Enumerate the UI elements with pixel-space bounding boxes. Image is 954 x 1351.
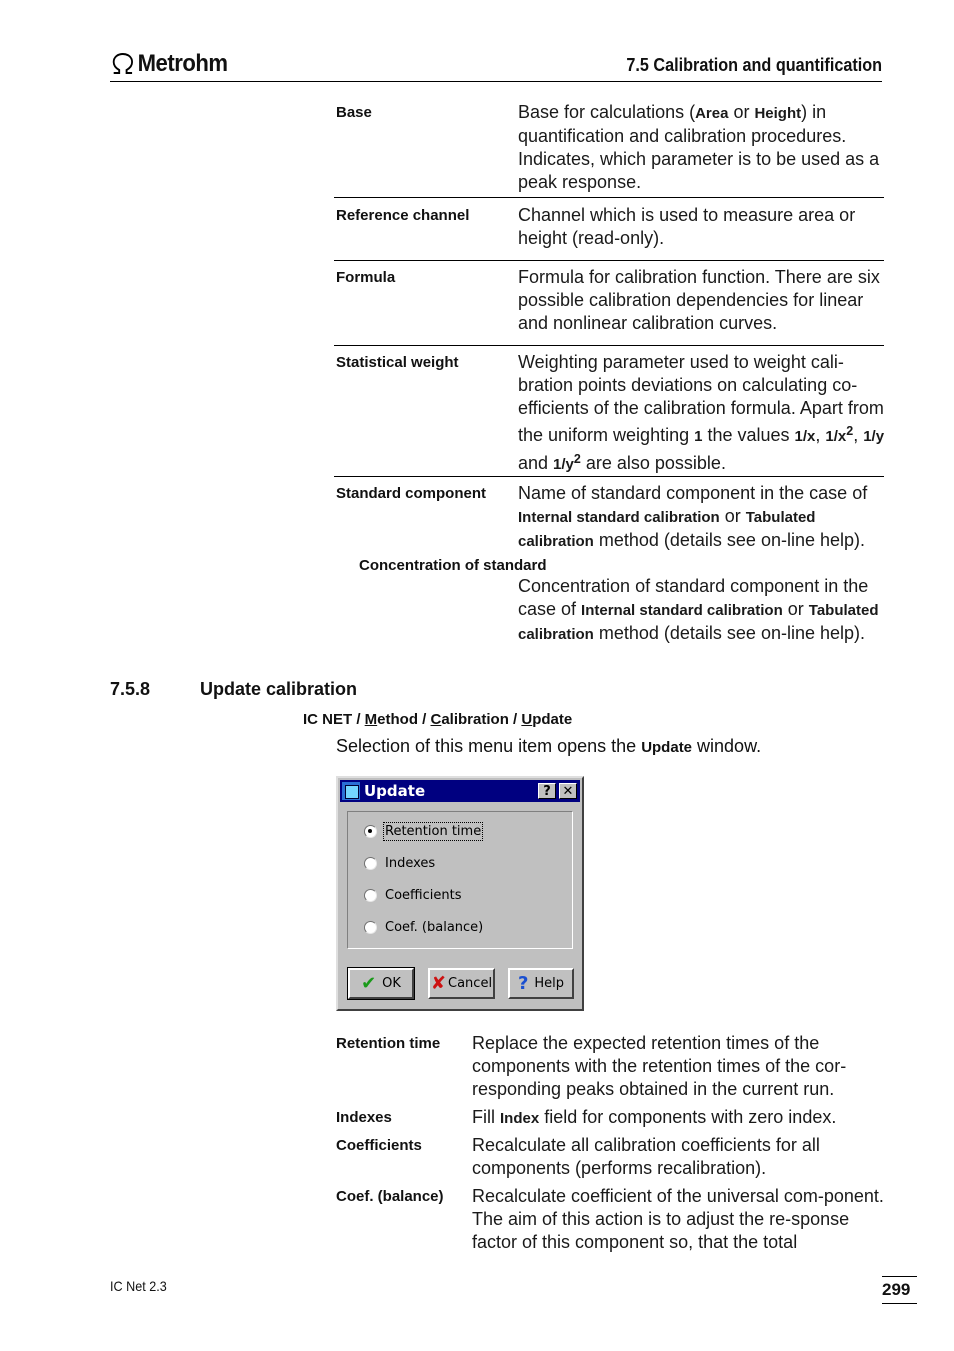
dialog-title: Update [364,782,426,800]
opt-term-indexes: Indexes [336,1109,392,1126]
page-number-rule [882,1276,917,1277]
radio-icon[interactable] [364,857,377,870]
close-icon[interactable]: ✕ [559,783,577,799]
radio-icon[interactable] [364,921,377,934]
radio-label: Coefficients [385,888,462,903]
logo-text: Metrohm [137,50,228,77]
radio-label: Retention time [385,824,482,839]
running-header: 7.5 Calibration and quantification [626,55,882,75]
opt-desc-retention-time: Replace the expected retention times of the components with the retention times of the cor-responding peaks obtained in the current run. [472,1033,847,1099]
ok-label: OK [382,976,401,991]
checkmark-icon: ✔ [361,973,377,994]
def-term-formula: Formula [336,269,396,286]
menu-path: IC NET / Method / Calibration / Update [303,711,573,728]
intro-text: Selection of this menu item opens the Update window. [336,736,762,756]
omega-logo-icon [110,52,136,76]
radio-label: Indexes [385,856,436,871]
ok-button[interactable] [348,968,414,999]
opt-term-coefficients: Coefficients [336,1137,422,1154]
def-desc-formula: Formula for calibration function. There are six possible calibration dependencies for linear and nonlinear calibration curves. [518,267,880,333]
table-rule [334,476,884,477]
cancel-label: Cancel [448,976,493,991]
opt-desc-coef-balance: Recalculate coefficient of the universal com-ponent. The aim of this action is to adjust the re-sponse factor of this component so, that the total [472,1186,884,1252]
def-desc-reference-channel: Channel which is used to measure area or height (read-only). [518,205,856,248]
def-desc-concentration-of-standard: Concentration of standard component in the case of Internal standard calibration or Tabulated calibration method (details see on-line help). [518,576,879,643]
opt-term-retention-time: Retention time [336,1035,441,1052]
app-icon [342,782,360,800]
help-button[interactable] [508,968,574,999]
options-group [347,811,573,949]
header-rule [110,81,882,82]
help-label: Help [534,976,565,991]
help-titlebar-button[interactable]: ? [538,783,556,799]
radio-label: Coef. (balance) [385,920,484,935]
section-title: Update calibration [200,679,358,699]
footer-product: IC Net 2.3 [110,1278,167,1294]
def-desc-statistical-weight: Weighting parameter used to weight cali-bration points deviations on calculating co-efficients of the calibration formula. Apart from the uniform weighting 1 the values 1/x, $1/x^2$, 1/y and $1/y^2$ are also possible. [518,352,885,473]
table-rule [334,260,884,261]
opt-desc-coefficients: Recalculate all calibration coefficients for all components (performs recalibration). [472,1135,820,1178]
page-number-rule [882,1303,917,1304]
table-rule [334,345,884,346]
def-desc-base: Base for calculations (Area or Height) in quantification and calibration procedures. Indicates, which parameter is to be used as a peak response. [518,102,880,192]
table-rule [334,197,884,198]
dialog-titlebar[interactable] [340,780,580,802]
def-term-standard-component: Standard component [336,485,487,502]
radio-coef-balance[interactable] [364,920,483,935]
radio-icon[interactable] [364,889,377,902]
section-number: 7.5.8 [110,679,151,699]
radio-retention-time[interactable] [364,824,481,839]
radio-coefficients[interactable] [364,888,461,903]
def-term-statistical-weight: Statistical weight [336,354,459,371]
def-term-base: Base [336,104,372,121]
radio-indexes[interactable] [364,856,435,871]
page-number: 299 [882,1280,911,1299]
def-desc-standard-component: Name of standard component in the case of Internal standard calibration or Tabulated calibration method (details see on-line help). [518,483,868,550]
cancel-button[interactable] [428,968,495,999]
question-mark-icon: ? [517,973,529,994]
radio-selected-icon[interactable] [364,825,377,838]
opt-desc-indexes: Fill Index field for components with zero index. [472,1107,837,1127]
metrohm-logo [110,50,228,78]
def-term-reference-channel: Reference channel [336,207,470,224]
red-x-icon: ✘ [430,973,447,994]
opt-term-coef-balance: Coef. (balance) [336,1188,444,1205]
def-term-concentration-of-standard: Concentration of standard [359,557,547,574]
update-dialog [336,776,584,1011]
